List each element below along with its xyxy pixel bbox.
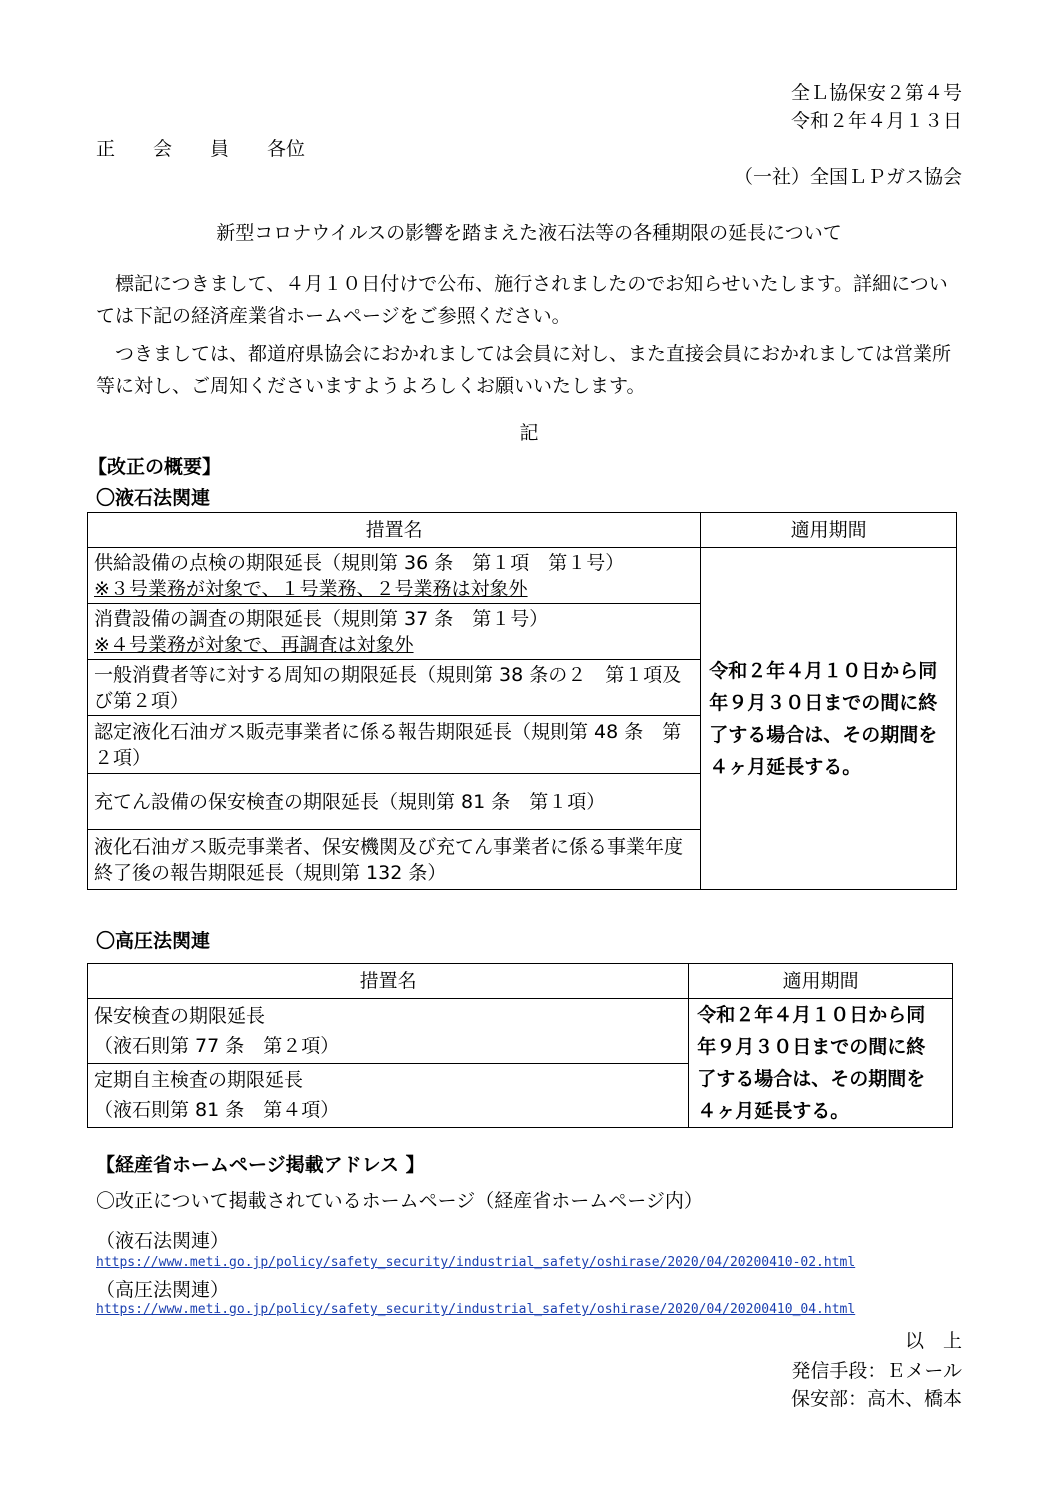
contact: 保安部：高木、橋本 — [790, 1388, 962, 1410]
lpg-row-1 — [88, 548, 701, 604]
lpg-table — [87, 512, 957, 890]
lpg-row-3: 一般消費者等に対する周知の期限延長（規則第 38 条の２ 第１項及び第２項） — [88, 660, 701, 716]
hp-row-1-sub: （液石則第 77 条 第２項） — [94, 1034, 340, 1057]
hp-col-period: 適用期間 — [689, 964, 953, 999]
lpg-row-2 — [88, 604, 701, 660]
body-paragraph-1: 標記につきまして、４月１０日付けで公布、施行されましたのでお知らせいたします。詳細については下記の経済産業省ホームページをご参照ください。 — [96, 273, 948, 327]
document-date: 令和２年４月１３日 — [790, 110, 962, 132]
sender: （一社）全国ＬＰガス協会 — [733, 166, 962, 188]
lpg-link-label: （液石法関連） — [96, 1230, 230, 1252]
hp-table — [87, 963, 953, 1128]
lpg-row-2-text: 消費設備の調査の期限延長（規則第 37 条 第１号） — [94, 607, 549, 630]
lpg-row-1-note: ※３号業務が対象で、１号業務、２号業務は対象外 — [94, 577, 528, 600]
send-method: 発信手段：Ｅメール — [791, 1360, 962, 1382]
lpg-row-1-text: 供給設備の点検の期限延長（規則第 36 条 第１項 第１号） — [94, 551, 625, 574]
hp-link[interactable]: https://www.meti.go.jp/policy/safety_security/industrial_safety/oshirase/2020/04/20200410_04.html — [96, 1302, 856, 1317]
hp-row-1-text: 保安検査の期限延長 — [94, 1004, 266, 1027]
lpg-row-4: 認定液化石油ガス販売事業者に係る報告期限延長（規則第 48 条 第２項） — [88, 716, 701, 774]
links-intro: 〇改正について掲載されているホームページ（経産省ホームページ内） — [96, 1190, 703, 1212]
hp-link-label: （高圧法関連） — [96, 1279, 230, 1301]
recipient: 正 会 員 各位 — [96, 138, 306, 160]
lpg-col-measure: 措置名 — [88, 513, 701, 548]
summary-heading: 【改正の概要】 — [88, 456, 222, 478]
hp-row-2 — [88, 1063, 689, 1128]
hp-col-measure: 措置名 — [88, 964, 689, 999]
lpg-section-heading: 〇液石法関連 — [96, 487, 211, 509]
lpg-row-6: 液化石油ガス販売事業者、保安機関及び充てん事業者に係る事業年度終了後の報告期限延長（規則第 132 条） — [88, 830, 701, 890]
hp-row-2-sub: （液石則第 81 条 第４項） — [94, 1099, 340, 1122]
hp-row-1 — [88, 999, 689, 1064]
body-paragraph-2: つきましては、都道府県協会におかれましては会員に対し、また直接会員におかれましては営業所等に対し、ご周知くださいますようよろしくお願いいたします。 — [96, 343, 952, 397]
lpg-link[interactable]: https://www.meti.go.jp/policy/safety_security/industrial_safety/oshirase/2020/04/20200410-02.html — [96, 1255, 856, 1270]
hp-period: 令和２年４月１０日から同年９月３０日までの間に終了する場合は、その期間を４ヶ月延長する。 — [689, 999, 953, 1128]
hp-row-2-text: 定期自主検査の期限延長 — [94, 1069, 304, 1092]
lpg-row-2-note: ※４号業務が対象で、再調査は対象外 — [94, 633, 414, 656]
links-heading: 【経産省ホームページ掲載アドレス 】 — [96, 1154, 425, 1176]
hp-section-heading: 〇高圧法関連 — [96, 930, 211, 952]
lpg-col-period: 適用期間 — [701, 513, 957, 548]
lpg-row-5: 充てん設備の保安検査の期限延長（規則第 81 条 第１項） — [88, 774, 701, 830]
lpg-period: 令和２年４月１０日から同年９月３０日までの間に終了する場合は、その期間を４ヶ月延長する。 — [701, 548, 957, 890]
document-number: 全Ｌ協保安２第４号 — [790, 82, 962, 104]
end-mark: 以 上 — [904, 1330, 962, 1352]
document-title: 新型コロナウイルスの影響を踏まえた液石法等の各種期限の延長について — [216, 222, 842, 244]
ki-marker: 記 — [519, 422, 539, 444]
